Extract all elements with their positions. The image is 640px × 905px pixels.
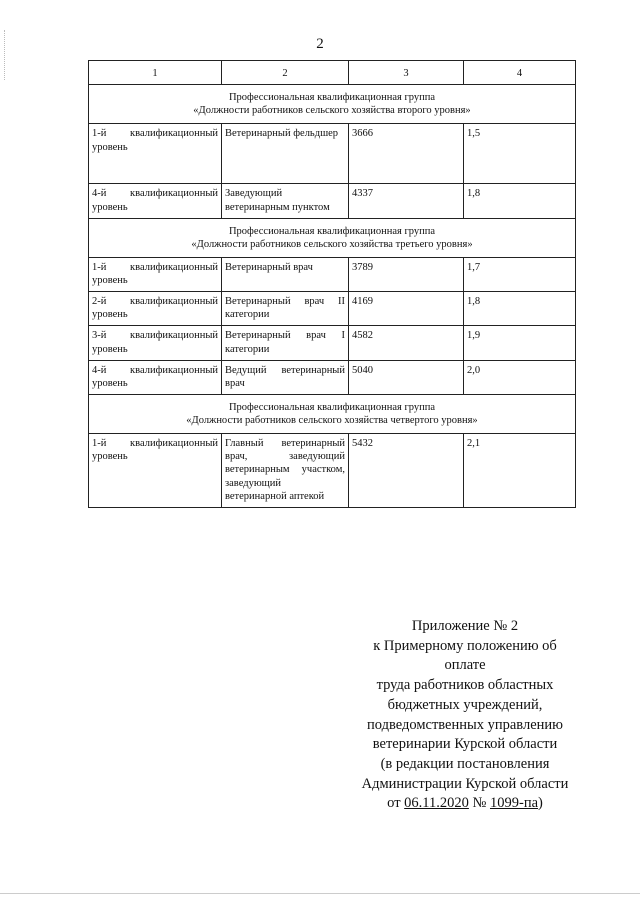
appendix-line: к Примерному положению об — [373, 637, 557, 654]
salary-value: 3666 — [349, 124, 464, 184]
position-title: Ветеринарный врач I категории — [222, 326, 349, 360]
qualification-level: 4-й квалификационный уровень — [89, 184, 222, 218]
coefficient-value: 1,8 — [464, 184, 576, 218]
column-number: 1 — [89, 61, 222, 85]
resolution-date: 06.11.2020 — [404, 795, 469, 812]
salary-value: 4337 — [349, 184, 464, 218]
group-header-row — [89, 85, 576, 124]
position-title: Ветеринарный врач — [222, 257, 349, 291]
table-row — [89, 184, 576, 218]
appendix-line: подведомственных управлению — [367, 716, 563, 733]
appendix-note — [340, 617, 590, 814]
group-title — [89, 218, 576, 257]
column-number-row — [89, 61, 576, 85]
qualification-level: 2-й квалификационный уровень — [89, 292, 222, 326]
appendix-prefix: от — [387, 795, 405, 812]
salary-value: 3789 — [349, 257, 464, 291]
appendix-line: Приложение № 2 — [411, 618, 519, 634]
group-title-line: «Должности работников сельского хозяйства второго уровня» — [193, 105, 471, 117]
appendix-line — [340, 794, 590, 814]
qualification-level: 1-й квалификационный уровень — [89, 257, 222, 291]
group-title — [89, 394, 576, 433]
group-header-row — [89, 218, 576, 257]
column-number: 4 — [464, 61, 576, 85]
appendix-line: ветеринарии Курской области — [372, 736, 558, 753]
position-title: Ветеринарный врач II категории — [222, 292, 349, 326]
table-row — [89, 257, 576, 291]
coefficient-value: 1,8 — [464, 292, 576, 326]
appendix-suffix: ) — [538, 795, 543, 812]
salary-value: 4582 — [349, 326, 464, 360]
table-row — [89, 360, 576, 394]
appendix-line: оплате — [444, 657, 486, 674]
table-row — [89, 292, 576, 326]
table-row — [89, 326, 576, 360]
position-title: Ведущий ветеринарный врач — [222, 360, 349, 394]
salary-value: 5040 — [349, 360, 464, 394]
qualification-table — [88, 60, 576, 508]
position-title: Главный ветеринарный врач, заведующий ветеринарным участком, заведующий ветеринарной аптекой — [222, 434, 349, 508]
salary-value: 4169 — [349, 292, 464, 326]
table-row — [89, 434, 576, 508]
group-title-line: Профессиональная квалификационная группа — [228, 401, 436, 413]
group-title-line: «Должности работников сельского хозяйства третьего уровня» — [191, 238, 473, 250]
column-number: 3 — [349, 61, 464, 85]
qualification-level: 4-й квалификационный уровень — [89, 360, 222, 394]
scan-bottom-edge — [0, 893, 640, 894]
appendix-line: Администрации Курской области — [361, 775, 569, 792]
group-title — [89, 85, 576, 124]
qualification-level: 1-й квалификационный уровень — [89, 124, 222, 184]
coefficient-value: 1,5 — [464, 124, 576, 184]
appendix-number-sign: № — [468, 795, 490, 812]
salary-value: 5432 — [349, 434, 464, 508]
appendix-line: труда работников областных — [376, 677, 554, 694]
column-number: 2 — [222, 61, 349, 85]
appendix-line: бюджетных учреждений, — [387, 696, 543, 713]
position-title: Заведующий ветеринарным пунктом — [222, 184, 349, 218]
group-title-line: Профессиональная квалификационная группа — [228, 92, 436, 104]
group-title-line: «Должности работников сельского хозяйства четвертого уровня» — [186, 415, 478, 426]
table-row — [89, 124, 576, 184]
coefficient-value: 2,0 — [464, 360, 576, 394]
coefficient-value: 1,7 — [464, 257, 576, 291]
page-number: 2 — [316, 36, 324, 52]
coefficient-value: 1,9 — [464, 326, 576, 360]
group-title-line: Профессиональная квалификационная группа — [228, 225, 436, 237]
qualification-level: 3-й квалификационный уровень — [89, 326, 222, 360]
appendix-line: (в редакции постановления — [380, 756, 550, 773]
qualification-level: 1-й квалификационный уровень — [89, 434, 222, 508]
resolution-number: 1099-па — [489, 795, 539, 812]
coefficient-value: 2,1 — [464, 434, 576, 508]
position-title: Ветеринарный фельдшер — [222, 124, 349, 184]
group-header-row — [89, 394, 576, 433]
